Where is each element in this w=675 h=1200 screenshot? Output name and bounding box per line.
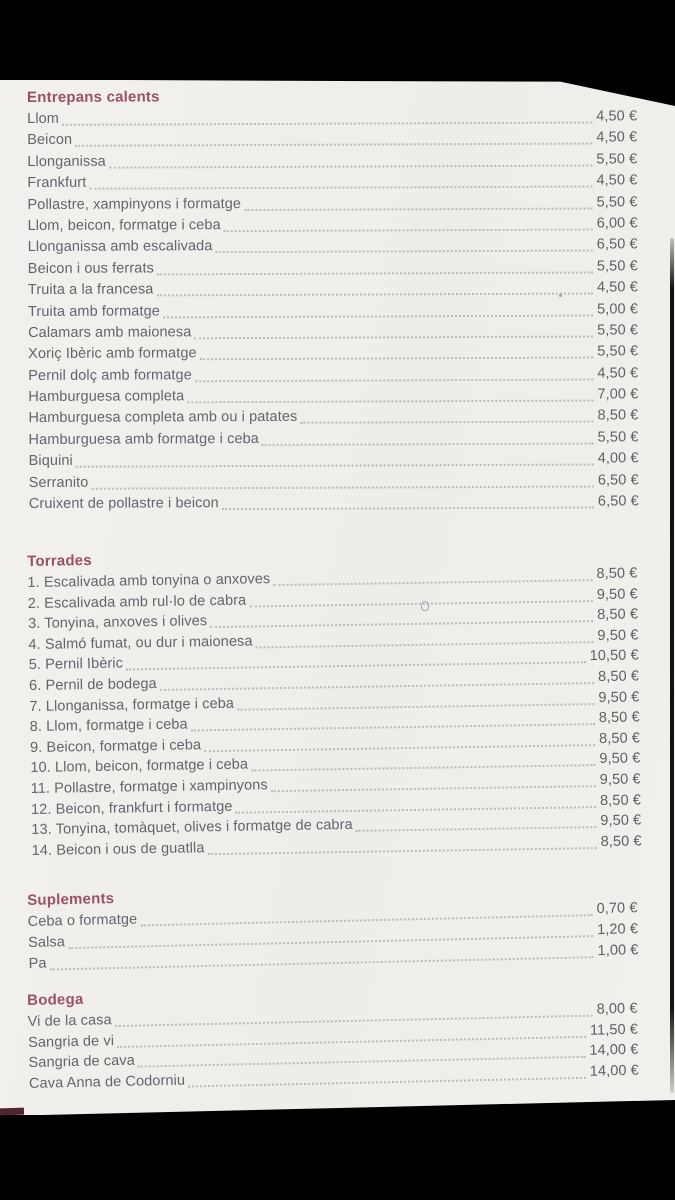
menu-item-price: 6,50 € [597,493,639,510]
dotted-leader [244,194,593,211]
section-title: Entrepans calents [27,88,160,106]
dotted-leader [76,451,594,468]
menu-item-price: 8,50 € [599,791,642,809]
dotted-leader [163,301,593,318]
menu-item-name: Cruixent de pollastre i beicon [28,495,219,513]
menu-item-name: 13. Tonyina, tomàquet, olives i formatge de cabra [31,817,353,839]
menu-section [27,978,639,1097]
menu-item-price: 9,50 € [600,812,642,830]
menu-item-name: 3. Tonyina, anxoves i olives [28,613,208,633]
menu-item-row [28,237,638,261]
menu-item-name: Llonganissa [27,153,106,170]
menu-item-row [28,344,638,368]
menu-item-row [28,386,638,410]
menu-item-row [27,194,637,218]
menu-item-price: 8,50 € [598,709,640,727]
menu-item-name: Sangria de vi [27,1032,115,1051]
section-title: Bodega [27,990,84,1009]
menu-item-price: 4,50 € [597,365,639,382]
dotted-leader [262,429,594,445]
menu-item-price: 9,50 € [599,771,641,788]
section-rows [28,900,639,977]
menu-item-name: Beicon i ous ferrats [27,260,154,277]
dotted-leader [215,237,592,254]
menu-item-name: Hamburguesa completa amb ou i patates [28,409,298,427]
paper-edge-shadow [670,238,674,1093]
section-title: Suplements [27,890,115,909]
menu-item-name: Ceba o formatge [27,911,138,930]
menu-item-row [28,215,638,239]
dotted-leader [194,322,593,339]
menu-item-price: 1,00 € [597,942,639,960]
dotted-leader [222,494,594,511]
menu-item-name: Frankfurt [27,174,87,192]
menu-item-price: 9,50 € [597,627,639,644]
dotted-leader [156,280,593,297]
menu-item-name: Serranito [28,474,89,491]
dotted-leader [157,258,593,275]
menu-item-price: 8,50 € [597,606,639,624]
paper-corner-sliver [0,1108,24,1116]
menu-item-price: 1,20 € [596,921,639,939]
menu-item-price: 8,50 € [597,668,640,686]
menu-item-row [27,108,637,132]
dotted-leader [187,387,593,404]
menu-item-name: Pa [28,955,47,972]
menu-item-name: Hamburguesa completa [28,388,185,406]
section-rows [28,1001,640,1097]
menu-item-name: 8. Llom, formatge i ceba [29,716,188,736]
menu-item-name: Truita amb formatge [27,302,160,320]
menu-item-price: 8,50 € [596,565,638,583]
menu-item-name: Llom, beicon, formatge i ceba [27,217,221,234]
dotted-leader [200,344,594,361]
menu-item-name: Calamars amb maionesa [28,324,192,341]
menu-section [27,877,639,977]
menu-item-row [28,365,638,389]
menu-item-row [29,472,639,496]
menu-item-row [28,322,638,346]
dotted-leader [273,566,592,586]
dotted-leader [195,365,594,382]
bottom-black-bar [0,1100,675,1200]
dotted-leader [224,215,593,232]
menu-item-name: Sangria de cava [28,1053,136,1072]
menu-section [27,85,639,517]
menu-item-price: 14,00 € [589,1062,640,1080]
menu-item-price: 5,50 € [597,343,639,360]
menu-item-price: 10,50 € [589,647,639,665]
menu-item-price: 8,50 € [597,407,639,424]
menu-item-name: 7. Llonganissa, formatge i ceba [29,695,235,715]
menu-item-name: Xoriç Ibèric amb formatge [28,345,197,363]
menu-item-name: Pollastre, xampinyons i formatge [27,195,242,213]
menu-item-row [28,408,638,432]
menu-item-name: 9. Beicon, formatge i ceba [29,737,202,756]
menu-item-price: 4,50 € [596,108,638,125]
dotted-leader [109,151,593,168]
menu-item-row [29,451,639,475]
menu-item-row [28,258,638,282]
dotted-leader [62,109,592,126]
menu-item-price: 9,50 € [598,688,640,706]
menu-item-price: 5,50 € [597,429,639,446]
menu-item-row [27,130,637,154]
menu-item-name: 10. Llom, beicon, formatge i ceba [30,756,249,777]
menu-item-price: 4,50 € [596,172,638,189]
menu-item-name: 5. Pernil Ibèric [28,655,124,674]
menu-paper [0,80,675,1115]
section-rows [27,565,641,863]
menu-item-price: 4,50 € [596,129,638,146]
menu-item-price: 9,50 € [596,586,638,603]
menu-item-price: 9,50 € [599,750,641,768]
menu-item-row [28,301,638,325]
dotted-leader [91,472,593,489]
menu-item-price: 11,50 € [589,1021,639,1039]
menu-item-price: 14,00 € [589,1042,639,1060]
menu-item-price: 6,50 € [596,236,638,253]
menu-item-name: Biquini [28,453,73,470]
menu-item-price: 4,50 € [596,279,638,296]
menu-item-name: Llonganissa amb escalivada [27,238,213,256]
section-title: Torrades [27,551,92,570]
menu-item-name: 14. Beicon i ous de guatlla [31,839,205,859]
menu-item-row [29,493,639,517]
menu-item-price: 8,00 € [596,1000,638,1018]
section-rows [27,108,639,517]
menu-item-row [29,429,639,453]
menu-item-price: 4,00 € [597,450,639,467]
menu-item-name: Cava Anna de Codorniu [28,1072,186,1093]
menu-item-name: Truita a la francesa [27,281,154,299]
menu-item-price: 5,00 € [597,300,639,318]
dotted-leader [300,408,593,424]
dotted-leader [75,130,592,147]
menu-item-name: 6. Pernil de bodega [28,675,157,694]
menu-item-price: 6,00 € [596,215,638,232]
menu-item-price: 8,50 € [600,833,642,850]
menu-item-name: 12. Beicon, frankfurt i formatge [30,798,233,818]
menu-item-name: 11. Pollastre, formatge i xampinyons [30,777,268,797]
menu-item-name: Pernil dolç amb formatge [28,366,192,384]
smudge-artifact [421,601,429,611]
menu-item-price: 7,00 € [597,386,639,403]
menu-item-name: Llom [27,110,60,127]
menu-item-price: 8,50 € [598,730,641,747]
menu-item-name: Vi de la casa [27,1012,112,1030]
menu-item-price: 5,50 € [596,258,638,275]
menu-item-row [27,173,637,197]
menu-item-name: 4. Salmó fumat, ou dur i maionesa [28,633,253,653]
menu-item-row [27,151,637,175]
menu-item-name: 1. Escalivada amb tonyina o anxoves [27,571,271,591]
dotted-leader [356,813,597,832]
menu-item-name: 2. Escalivada amb rul·lo de cabra [27,592,247,612]
menu-item-price: 6,50 € [597,471,639,489]
menu-item-row [28,279,638,303]
menu-item-price: 5,50 € [596,193,638,211]
menu-item-name: Hamburguesa amb formatge i ceba [28,430,259,448]
menu-item-name: Beicon [27,132,73,149]
menu-item-name: Salsa [27,934,66,951]
menu-item-price: 5,50 € [597,322,639,339]
dotted-leader [89,173,592,190]
menu-section [27,542,642,863]
menu-item-price: 5,50 € [596,151,638,168]
speck-artifact [559,294,562,297]
menu-item-price: 0,70 € [596,900,638,918]
